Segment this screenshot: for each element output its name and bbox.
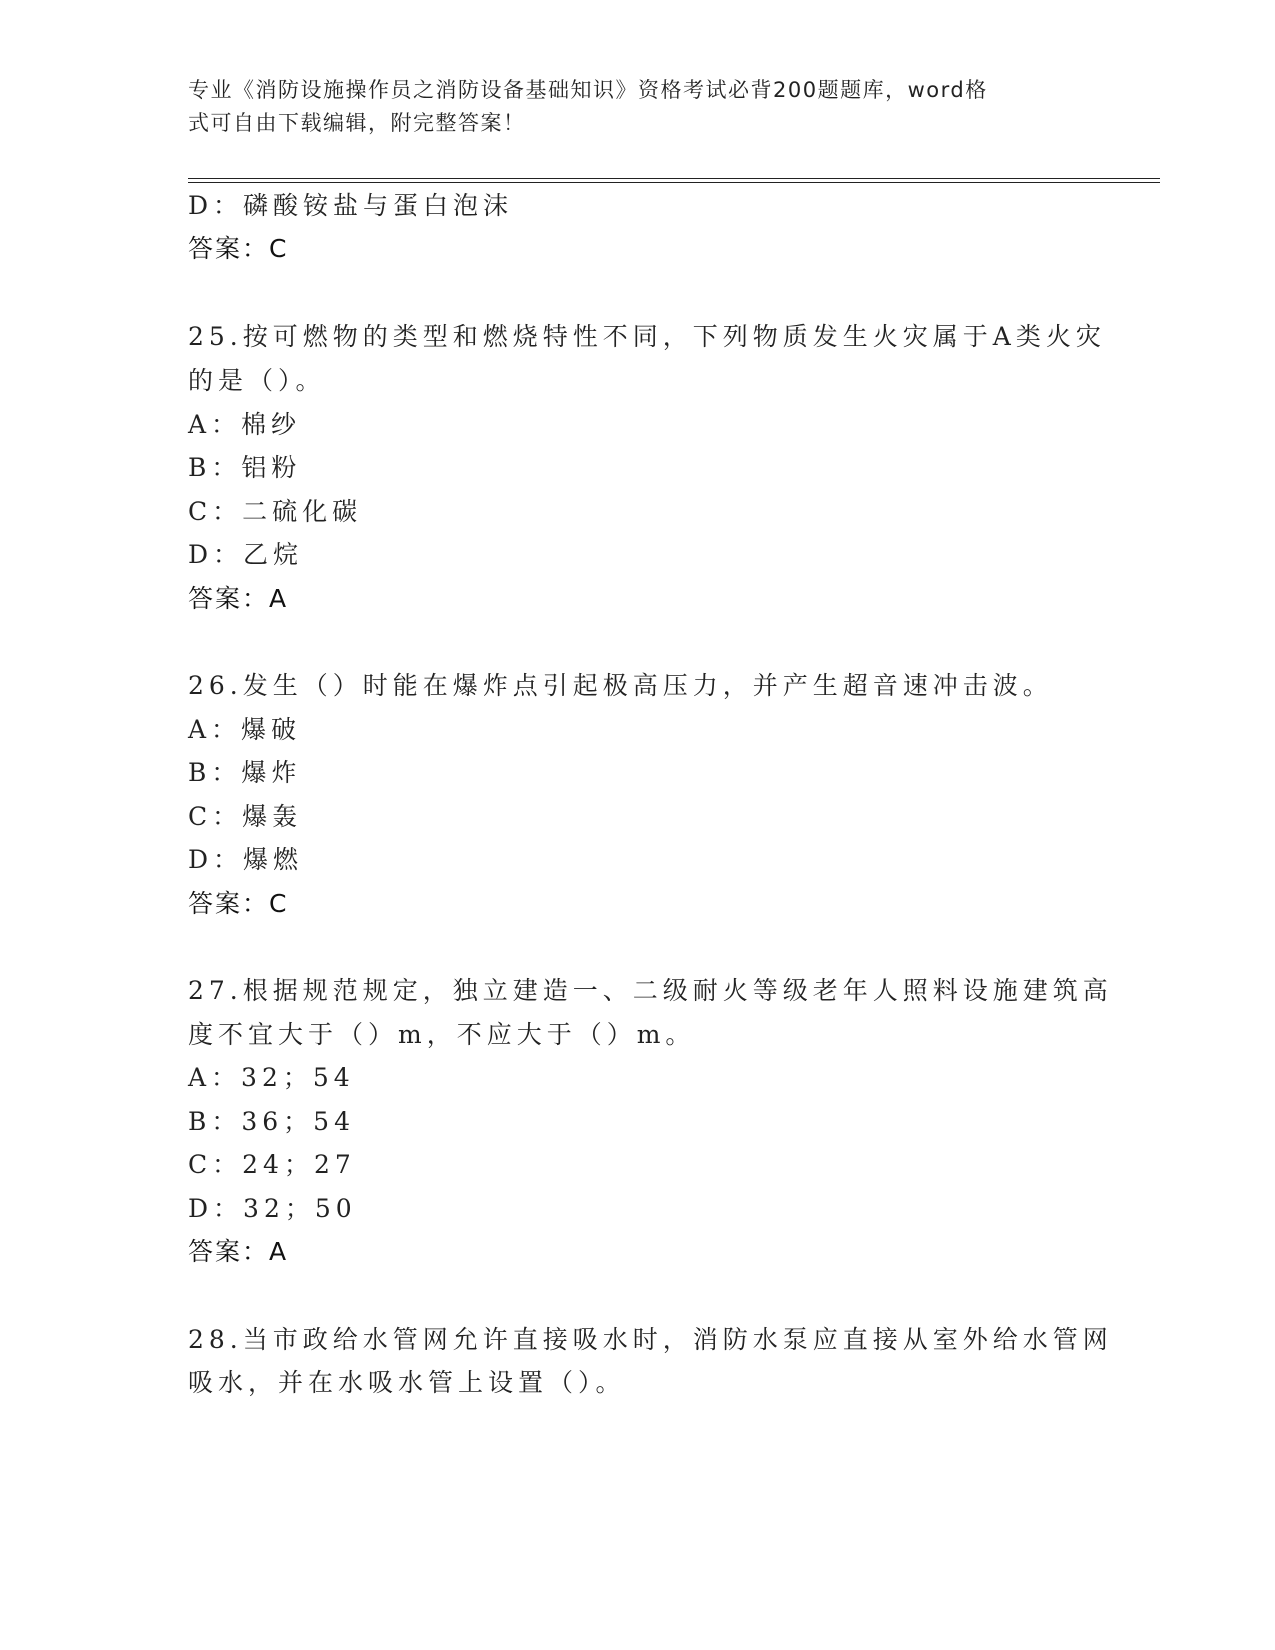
q25-option-c: C：二硫化碳 <box>188 497 363 526</box>
q27-option-c: C：24；27 <box>188 1150 356 1179</box>
q27-stem-line-2: 度不宜大于（）m，不应大于（）m。 <box>188 1020 696 1049</box>
q25-stem-line-2: 的是（）。 <box>188 366 326 395</box>
q27-answer: 答案：A <box>188 1237 289 1266</box>
header-divider-top <box>188 178 1160 179</box>
q26-option-d: D：爆燃 <box>188 845 304 874</box>
q25-option-d: D：乙烷 <box>188 540 304 569</box>
q28-stem-line-1: 28.当市政给水管网允许直接吸水时，消防水泵应直接从室外给水管网 <box>188 1325 1113 1354</box>
q25-answer: 答案：A <box>188 584 289 613</box>
q27-stem-line-1: 27.根据规范规定，独立建造一、二级耐火等级老年人照料设施建筑高 <box>188 976 1113 1005</box>
q25-option-a: A：棉纱 <box>188 410 302 439</box>
prev-answer: 答案：C <box>188 234 289 263</box>
q26-option-a: A：爆破 <box>188 715 302 744</box>
q27-option-b: B：36；54 <box>188 1107 355 1136</box>
q26-stem-line-1: 26.发生（）时能在爆炸点引起极高压力，并产生超音速冲击波。 <box>188 671 1053 700</box>
header-line-2: 式可自由下载编辑，附完整答案！ <box>188 111 526 135</box>
q27-option-a: A：32；54 <box>188 1063 355 1092</box>
q28-stem-line-2: 吸水，并在水吸水管上设置（）。 <box>188 1368 626 1397</box>
header-line-1: 专业《消防设施操作员之消防设备基础知识》资格考试必背200题题库，word格 <box>188 78 988 102</box>
q26-option-c: C：爆轰 <box>188 802 303 831</box>
prev-option-d: D：磷酸铵盐与蛋白泡沫 <box>188 191 514 220</box>
q27-option-d: D：32；50 <box>188 1194 357 1223</box>
header-divider-bottom <box>188 182 1160 183</box>
q25-option-b: B：铝粉 <box>188 453 302 482</box>
q25-stem-line-1: 25.按可燃物的类型和燃烧特性不同，下列物质发生火灾属于A类火灾 <box>188 322 1106 351</box>
q26-answer: 答案：C <box>188 889 289 918</box>
document-header <box>188 74 1068 140</box>
q26-option-b: B：爆炸 <box>188 758 302 787</box>
